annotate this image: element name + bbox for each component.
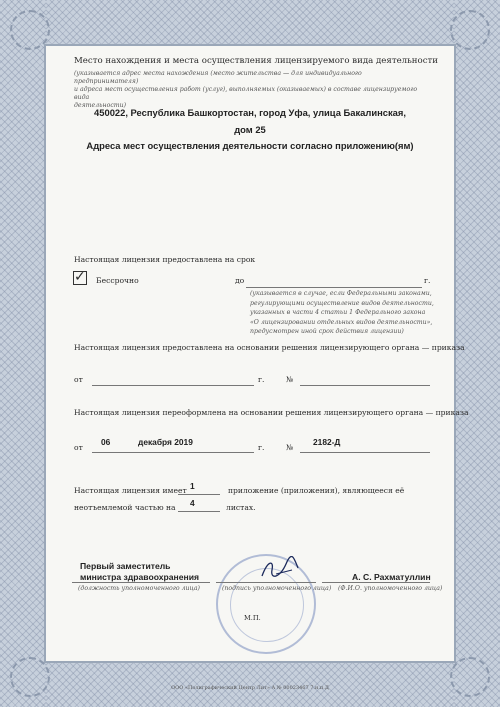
appendix-text-4: листах. [226,503,256,512]
granted-date-line [92,385,254,386]
reissued-number-sign: № [286,443,294,452]
perpetual-label: Бессрочно [96,276,139,285]
appendix-sheets-line [178,511,220,512]
reissued-year: г. [258,443,265,452]
term-date-line [246,287,422,288]
appendix-count: 1 [190,481,195,491]
address-appendix-note: Адреса мест осуществления деятельности согласно приложению(ям) [86,140,414,151]
name-note: (Ф.И.О. уполномоченного лица) [338,585,443,592]
granted-label: Настоящая лицензия предоставлена на основании решения лицензирующего органа — приказа [74,343,465,352]
appendix-text-2: приложение (приложения), являющееся её [228,486,405,495]
perpetual-checkbox[interactable] [73,271,87,285]
location-note: (указывается адрес места нахождения (место жительства — для индивидуального предпринимателя) и адреса мест осуществления работ (услуг), выполняемых (оказываемых) в составе лицензируемого вида деятельности) [74,70,418,109]
granted-year: г. [258,375,265,384]
appendix-text: Настоящая лицензия имеет [74,486,187,495]
signature-line [216,582,316,583]
appendix-sheets: 4 [190,498,195,508]
location-title: Место нахождения и места осуществления лицензируемого вида деятельности [74,56,438,66]
handwritten-signature [258,556,302,582]
appendix-text-3: неотъемлемой частью на [74,503,176,512]
signature-note: (подпись уполномоченного лица) [222,585,332,592]
reissued-from: от [74,443,83,452]
reissued-day: 06 [101,437,111,447]
granted-from: от [74,375,83,384]
signatory-name: А. С. Рахматуллин [352,572,431,582]
reissued-date-line [92,452,254,453]
term-until: до [235,276,245,285]
position-line [72,582,210,583]
printer-imprint: ООО «Полиграфический Центр Лит» А № 00023467 7.н.п.Д [171,685,329,691]
reissued-label: Настоящая лицензия переоформлена на основании решения лицензирующего органа — приказа [74,408,469,417]
position-note: (должность уполномоченного лица) [78,585,200,592]
checkmark-icon: ✓ [74,269,86,285]
address-house: дом 25 [234,124,266,135]
appendix-count-line [178,494,220,495]
reissued-number: 2182-Д [313,437,341,447]
stamp-place: М.П. [244,614,261,622]
name-line [322,582,430,583]
corner-ornament [450,10,490,50]
reissued-month-year: декабря 2019 [138,437,193,447]
term-label: Настоящая лицензия предоставлена на срок [74,255,256,264]
granted-number-sign: № [286,375,294,384]
signatory-position-2: министра здравоохранения [80,572,199,582]
term-note: (указывается в случае, если Федеральными законами, регулирующими осуществление видов деятельности, указанных в части 4 статьи 1 Федерального закона «О лицензировании отдельных видов деятельности», предусмотрен иной срок действия лицензии) [250,290,434,336]
term-year-suffix: г. [424,276,431,285]
granted-number-line [300,385,430,386]
signatory-position: Первый заместитель [80,561,171,571]
address-line: 450022, Республика Башкортостан, город Уфа, улица Бакалинская, [94,107,406,118]
reissued-number-line [300,452,430,453]
